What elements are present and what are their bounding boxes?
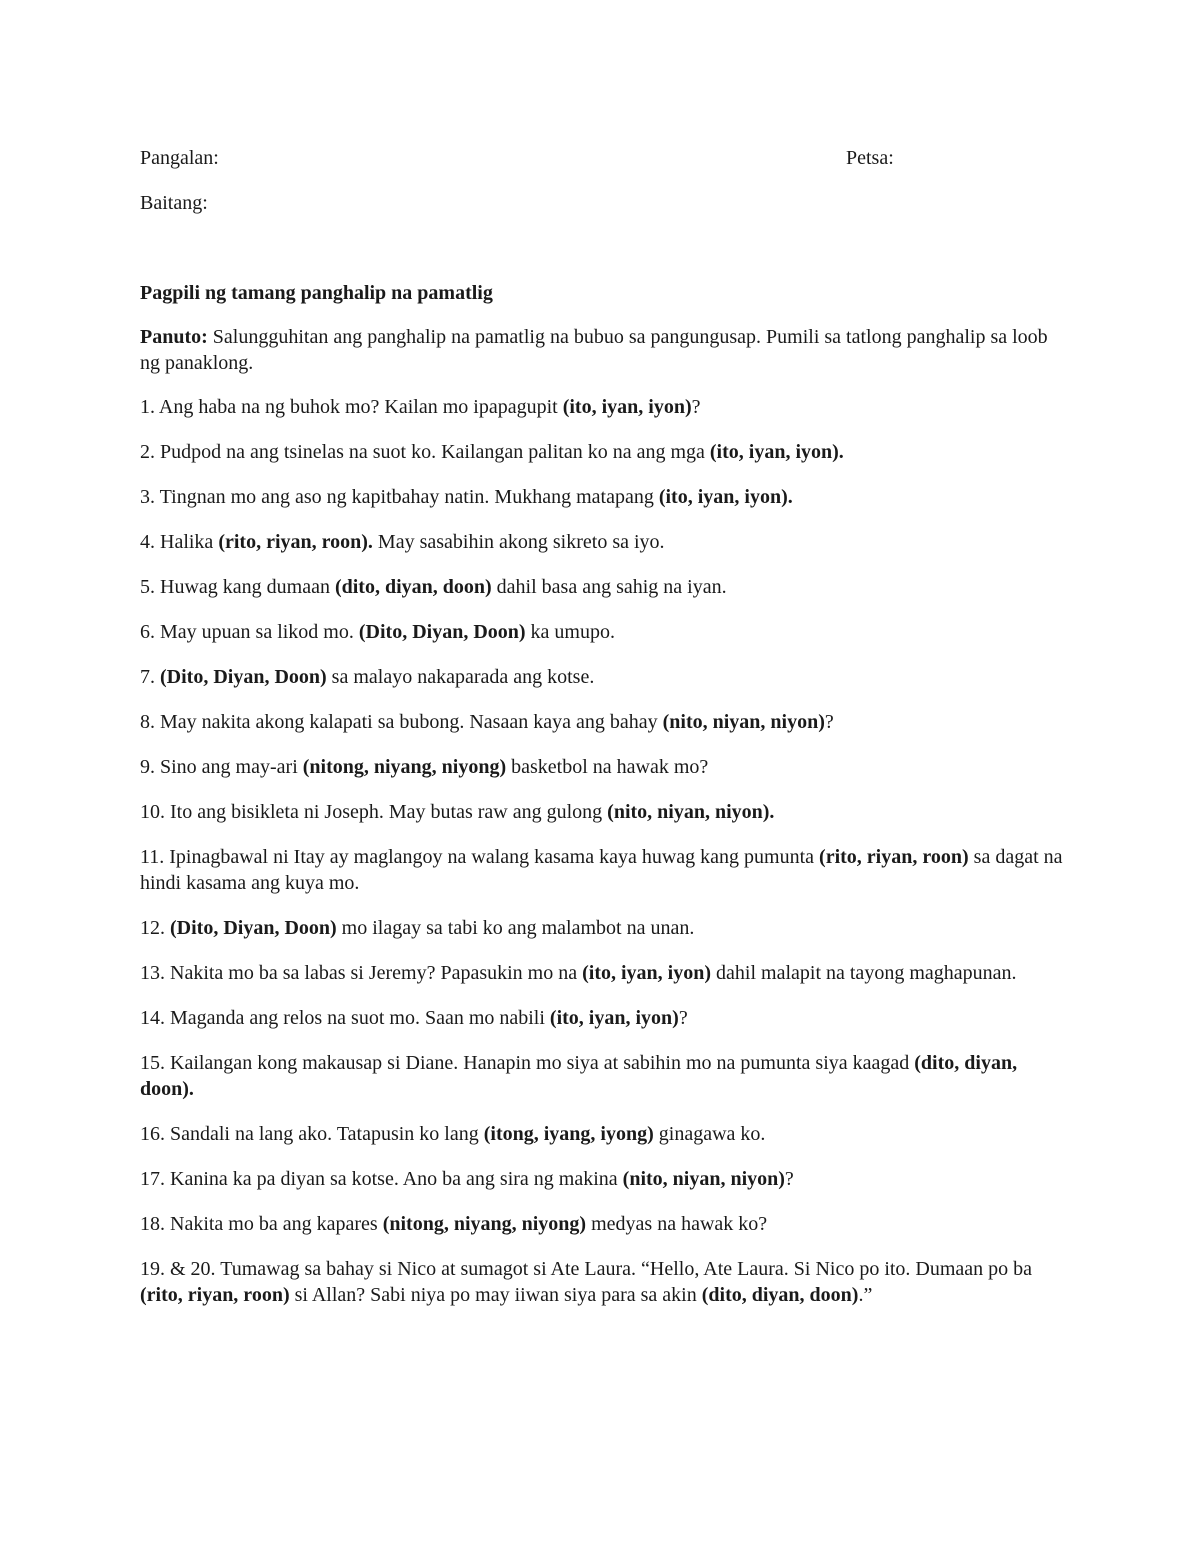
question-item bbox=[140, 1211, 1065, 1237]
question-text: 17. Kanina ka pa diyan sa kotse. Ano ba ang sira ng makina bbox=[140, 1168, 623, 1190]
question-text: basketbol na hawak mo? bbox=[506, 756, 709, 778]
worksheet-content bbox=[140, 280, 1065, 1327]
pronoun-choices: (rito, riyan, roon) bbox=[140, 1284, 290, 1306]
question-text: dahil basa ang sahig na iyan. bbox=[491, 576, 727, 598]
question-text: 8. May nakita akong kalapati sa bubong. Nasaan kaya ang bahay bbox=[140, 711, 663, 733]
question-item bbox=[140, 799, 1065, 825]
question-list bbox=[140, 394, 1065, 1308]
question-text: 6. May upuan sa likod mo. bbox=[140, 621, 359, 643]
question-item bbox=[140, 529, 1065, 555]
pronoun-choices: (Dito, Diyan, Doon) bbox=[160, 666, 327, 688]
question-item bbox=[140, 664, 1065, 690]
question-text: 4. Halika bbox=[140, 531, 219, 553]
question-item bbox=[140, 1050, 1065, 1102]
instructions bbox=[140, 324, 1065, 376]
question-item bbox=[140, 394, 1065, 420]
pronoun-choices: (nito, niyan, niyon) bbox=[622, 1168, 785, 1190]
question-text: dahil malapit na tayong maghapunan. bbox=[711, 962, 1017, 984]
pronoun-choices: (rito, riyan, roon). bbox=[218, 531, 373, 553]
question-text: 12. bbox=[140, 917, 170, 939]
question-text: ? bbox=[824, 711, 834, 733]
question-item bbox=[140, 1121, 1065, 1147]
question-item bbox=[140, 484, 1065, 510]
question-text: mo ilagay sa tabi ko ang malambot na unan. bbox=[336, 917, 695, 939]
question-text: medyas na hawak ko? bbox=[586, 1213, 768, 1235]
question-text: 14. Maganda ang relos na suot mo. Saan mo nabili bbox=[140, 1007, 550, 1029]
question-item bbox=[140, 619, 1065, 645]
question-item bbox=[140, 574, 1065, 600]
question-text: 9. Sino ang may-ari bbox=[140, 756, 303, 778]
question-item bbox=[140, 439, 1065, 465]
question-text: .” bbox=[858, 1284, 873, 1306]
question-text: ? bbox=[691, 396, 701, 418]
pronoun-choices: (ito, iyan, iyon). bbox=[658, 486, 793, 508]
question-text: 2. Pudpod na ang tsinelas na suot ko. Kailangan palitan ko na ang mga bbox=[140, 441, 710, 463]
question-text: 5. Huwag kang dumaan bbox=[140, 576, 335, 598]
question-item bbox=[140, 709, 1065, 735]
question-item bbox=[140, 960, 1065, 986]
question-item bbox=[140, 1005, 1065, 1031]
pronoun-choices: (rito, riyan, roon) bbox=[819, 846, 969, 868]
pronoun-choices: (itong, iyang, iyong) bbox=[483, 1123, 654, 1145]
question-text: 3. Tingnan mo ang aso ng kapitbahay natin. Mukhang matapang bbox=[140, 486, 659, 508]
question-text: ginagawa ko. bbox=[653, 1123, 766, 1145]
pronoun-choices: (Dito, Diyan, Doon) bbox=[170, 917, 337, 939]
question-text: 1. Ang haba na ng buhok mo? Kailan mo ipapagupit bbox=[140, 396, 563, 418]
question-text: 10. Ito ang bisikleta ni Joseph. May butas raw ang gulong bbox=[140, 801, 608, 823]
pronoun-choices: (Dito, Diyan, Doon) bbox=[358, 621, 526, 643]
pronoun-choices: (ito, iyan, iyon) bbox=[549, 1007, 679, 1029]
question-text: si Allan? Sabi niya po may iiwan siya para sa akin bbox=[289, 1284, 702, 1306]
instructions-text: Salungguhitan ang panghalip na pamatlig na bubuo sa pangungusap. Pumili sa tatlong panghalip sa loob ng panaklong. bbox=[140, 326, 1048, 374]
pronoun-choices: (nitong, niyang, niyong) bbox=[382, 1213, 587, 1235]
question-text: ka umupo. bbox=[525, 621, 615, 643]
question-text: 7. bbox=[140, 666, 160, 688]
question-text: May sasabihin akong sikreto sa iyo. bbox=[372, 531, 665, 553]
date-label: Petsa: bbox=[846, 147, 894, 169]
question-item bbox=[140, 754, 1065, 780]
pronoun-choices: (ito, iyan, iyon) bbox=[562, 396, 692, 418]
question-text: sa malayo nakaparada ang kotse. bbox=[326, 666, 595, 688]
name-label: Pangalan: bbox=[140, 147, 219, 169]
instructions-label: Panuto: bbox=[140, 326, 208, 348]
pronoun-choices: (dito, diyan, doon). bbox=[140, 1052, 1018, 1100]
question-item bbox=[140, 1166, 1065, 1192]
question-item bbox=[140, 844, 1065, 896]
question-item bbox=[140, 1256, 1065, 1308]
question-text: 11. Ipinagbawal ni Itay ay maglangoy na walang kasama kaya huwag kang pumunta bbox=[140, 846, 820, 868]
question-text: ? bbox=[784, 1168, 794, 1190]
question-text: 13. Nakita mo ba sa labas si Jeremy? Papasukin mo na bbox=[140, 962, 583, 984]
pronoun-choices: (nito, niyan, niyon). bbox=[607, 801, 775, 823]
question-text: 18. Nakita mo ba ang kapares bbox=[140, 1213, 383, 1235]
pronoun-choices: (dito, diyan, doon) bbox=[334, 576, 492, 598]
pronoun-choices: (ito, iyan, iyon) bbox=[582, 962, 712, 984]
question-text: 15. Kailangan kong makausap si Diane. Hanapin mo siya at sabihin mo na pumunta siya kaagad bbox=[140, 1052, 915, 1074]
question-text: 16. Sandali na lang ako. Tatapusin ko lang bbox=[140, 1123, 484, 1145]
question-text: ? bbox=[678, 1007, 688, 1029]
grade-label: Baitang: bbox=[140, 192, 208, 214]
question-text: 19. & 20. Tumawag sa bahay si Nico at sumagot si Ate Laura. “Hello, Ate Laura. Si Nico po ito. Dumaan po ba bbox=[140, 1258, 1033, 1280]
question-item bbox=[140, 915, 1065, 941]
question-text: sa dagat na hindi kasama ang kuya mo. bbox=[140, 846, 1063, 894]
pronoun-choices: (nitong, niyang, niyong) bbox=[302, 756, 507, 778]
pronoun-choices: (ito, iyan, iyon). bbox=[709, 441, 844, 463]
pronoun-choices: (nito, niyan, niyon) bbox=[662, 711, 825, 733]
pronoun-choices: (dito, diyan, doon) bbox=[701, 1284, 859, 1306]
worksheet-title: Pagpili ng tamang panghalip na pamatlig bbox=[140, 282, 493, 304]
